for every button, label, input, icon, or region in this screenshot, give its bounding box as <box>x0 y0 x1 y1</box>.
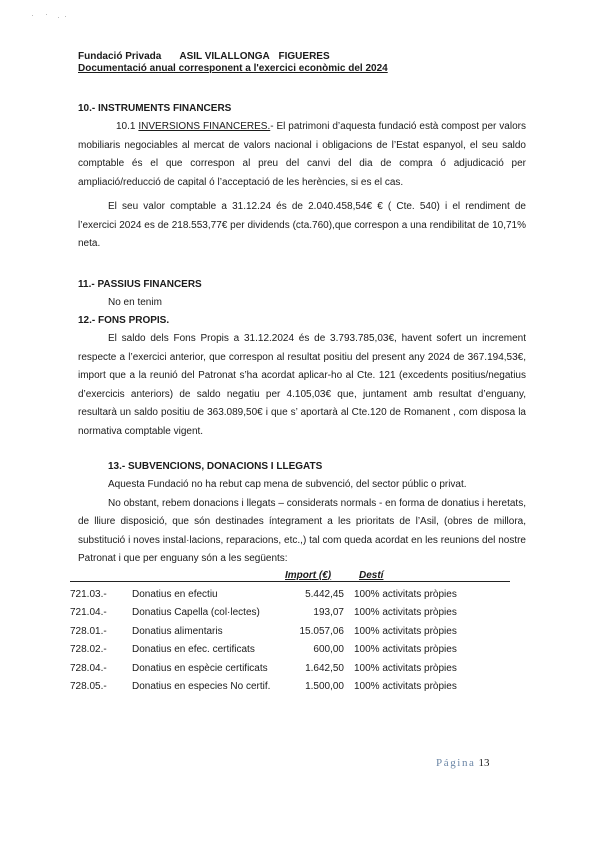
section-10-paragraph-1 <box>78 118 526 192</box>
table-row <box>70 641 504 660</box>
cell-destination: 100% activitats pròpies <box>354 662 457 674</box>
header-line <box>78 51 388 63</box>
cell-destination: 100% activitats pròpies <box>354 644 457 655</box>
section-10-paragraph-2: El seu valor comptable a 31.12.24 és de 2.040.458,54€ € ( Cte. 540) i el rendiment de l’exercici 2024 es de 218.553,77€ per dividends (cta.760),que correspon a una rendibilitat de 10,71% neta. <box>78 201 526 249</box>
header-city: FIGUERES <box>278 51 330 62</box>
cell-destination: 100% activitats pròpies <box>354 607 457 618</box>
table-row <box>70 586 504 605</box>
section-12-paragraph: El saldo dels Fons Propis a 31.12.2024 és de 3.793.785,03€, havent sofert un increment respecte a l’exercici anterior, que correspon al resultat positiu del present any 2024 de 367.194,53€, import que a la reunió del Patronat s’ha acordat aplicar-ho al Cte. 121 (excedents positius/negatius d’exercicis anteriors) de saldo negatiu per 4.105,03€ que, juntament amb resultat d’enguany, resultarà un saldo positiu de 363.089,50€ i que s’ aportarà al Cte.120 de Romanent , com disposa la normativa comptable vigent. <box>78 333 526 437</box>
cell-amount: 1.642,50 <box>305 662 344 674</box>
scan-specks <box>32 14 66 18</box>
section-11-heading: 11.- PASSIUS FINANCERS <box>78 278 202 290</box>
page-footer <box>436 757 490 769</box>
section-10-1-number: 10.1 <box>116 121 139 132</box>
header-org: Fundació Privada <box>78 51 162 62</box>
cell-concept: Donatius alimentaris <box>132 625 223 637</box>
cell-destination: 100% activitats pròpies <box>354 681 457 692</box>
cell-amount: 15.057,06 <box>299 625 344 637</box>
cell-destination: 100% activitats pròpies <box>354 625 457 637</box>
cell-concept: Donatius Capella (col·lectes) <box>132 607 260 618</box>
cell-concept: Donatius en efectiu <box>132 588 218 600</box>
table-row <box>70 678 504 697</box>
cell-account-code: 728.04.- <box>70 662 107 674</box>
cell-concept: Donatius en efec. certificats <box>132 644 255 655</box>
inversions-financeres-title: INVERSIONS FINANCERES. <box>138 121 271 132</box>
cell-account-code: 721.04.- <box>70 607 107 618</box>
cell-account-code: 721.03.- <box>70 588 107 600</box>
section-13-paragraph-2: No obstant, rebem donacions i llegats – considerats normals - en forma de donatius i heretats, de lliure disposició, que són destinades íntegrament a les prioritats de l’Asil, (obres de millora, substitució i noves instal·lacions, reparacions, etc.,) tal com queda acordat en les reunions del nostre Patronat i que per enguany són a les següents: <box>78 497 526 564</box>
table-row <box>70 604 504 623</box>
table-header-rule <box>70 581 510 582</box>
cell-account-code: 728.02.- <box>70 644 107 655</box>
column-desti: Destí <box>359 569 384 581</box>
header-subtitle: Documentació anual corresponent a l'exercici econòmic del 2024 <box>78 63 388 74</box>
cell-amount: 1.500,00 <box>305 681 344 692</box>
cell-concept: Donatius en espècie certificats <box>132 662 268 674</box>
cell-account-code: 728.05.- <box>70 681 107 692</box>
header-name: ASIL VILALLONGA <box>179 51 270 62</box>
column-import: Import (€) <box>285 569 332 581</box>
section-12-heading: 12.- FONS PROPIS. <box>78 315 170 326</box>
cell-destination: 100% activitats pròpies <box>354 588 457 600</box>
section-13-heading: 13.- SUBVENCIONS, DONACIONS I LLEGATS <box>108 461 323 472</box>
cell-account-code: 728.01.- <box>70 625 107 637</box>
table-row <box>70 623 504 642</box>
page-label: Página <box>436 757 476 769</box>
page-header <box>78 51 388 75</box>
section-10-heading: 10.- INSTRUMENTS FINANCERS <box>78 103 232 114</box>
section-10-1-text: - El patrimoni d’aquesta fundació està compost per valors mobiliaris negociables al mercat de valors nacional i obligacions de l’Estat espanyol, el seu saldo comptable és el que correspon al preu del canvi del dia de compra ó adjudicació per ampliació/reducció de capital ó l’acceptació de les herències, si es el cas. <box>78 121 526 188</box>
table-row <box>70 660 504 679</box>
page-number: 13 <box>478 757 490 769</box>
document-body <box>70 100 526 697</box>
section-11-paragraph: No en tenim <box>108 296 162 308</box>
cell-concept: Donatius en especies No certif. <box>132 681 271 692</box>
section-13-paragraph-1: Aquesta Fundació no ha rebut cap mena de subvenció, del sector públic o privat. <box>108 479 467 490</box>
cell-amount: 600,00 <box>313 644 344 655</box>
cell-amount: 193,07 <box>313 607 344 618</box>
cell-amount: 5.442,45 <box>305 588 344 600</box>
donations-table <box>70 586 504 697</box>
donations-table-header <box>78 569 526 583</box>
